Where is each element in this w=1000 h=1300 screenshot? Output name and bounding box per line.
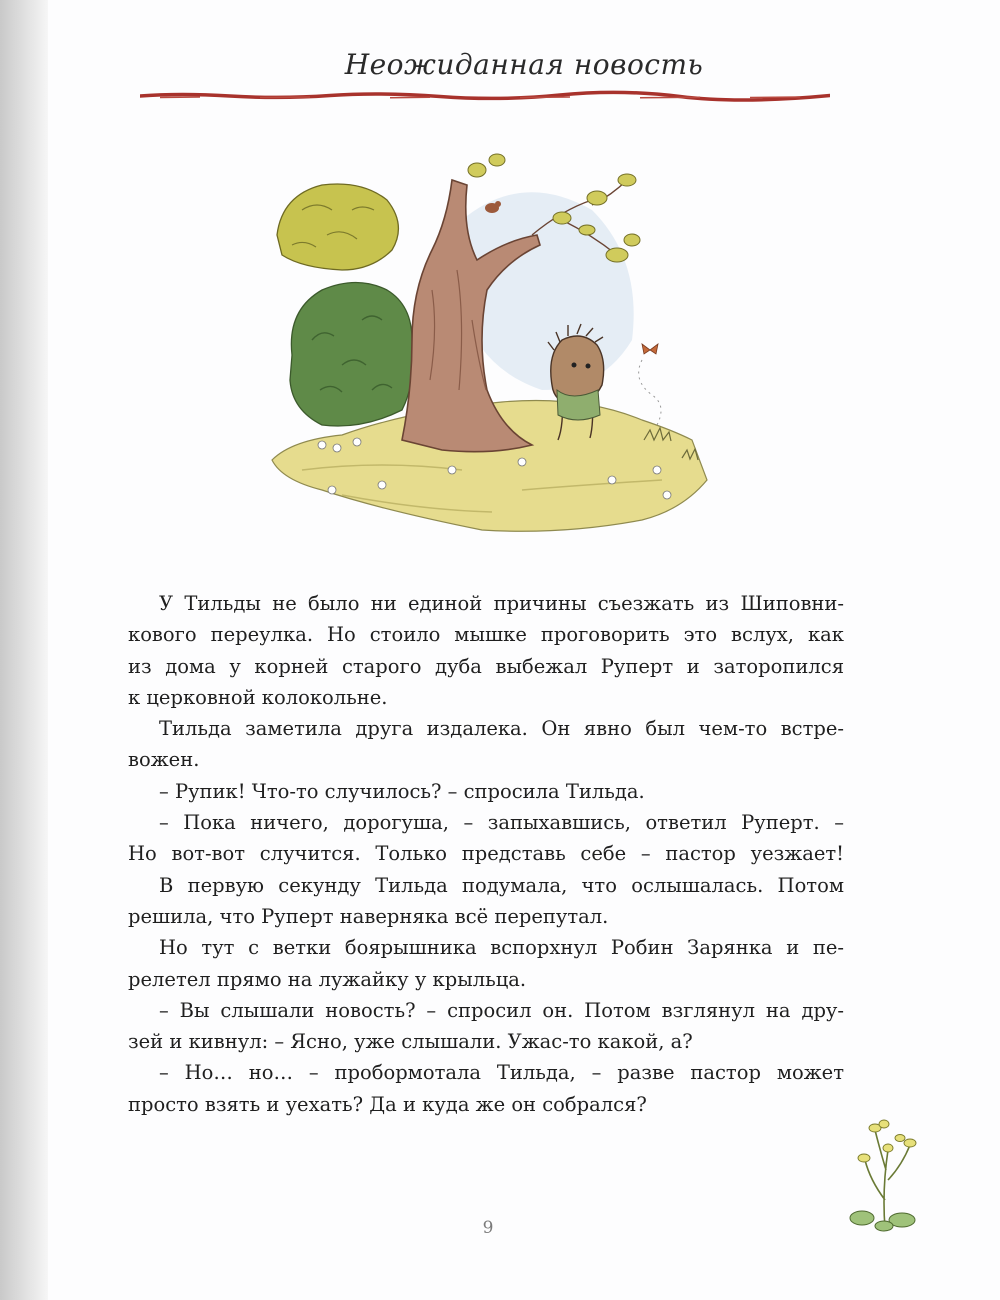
text-line: вожен.	[128, 748, 200, 772]
book-gutter-shadow	[0, 0, 48, 1300]
tree-with-hedgehog-illustration	[262, 140, 732, 550]
text-line: кового переулка. Но стоило мышке проговорить это вслух, как	[128, 623, 844, 647]
text-line: к церковной колокольне.	[128, 685, 388, 709]
text-line: У Тильды не было ни единой причины съезжать из Шиповни-	[159, 592, 844, 615]
text-line: релетел прямо на лужайку у крыльца.	[128, 967, 527, 991]
chapter-title: Неожиданная новость	[344, 48, 704, 81]
body-text	[128, 588, 844, 1120]
text-line: Но вот-вот случится. Только представь себе – пастор уезжает!	[128, 842, 844, 866]
text-line: решила, что Руперт наверняка всё перепутал.	[128, 904, 609, 928]
text-line: – Вы слышали новость? – спросил он. Потом взглянул на дру-	[159, 998, 844, 1022]
text-line: из дома у корней старого дуба выбежал Руперт и заторопился	[128, 654, 844, 678]
text-line: – Рупик! Что-то случилось? – спросила Тильда.	[159, 779, 645, 803]
title-divider-rule	[140, 90, 830, 102]
text-line: Но тут с ветки боярышника вспорхнул Робин Зарянка и пе-	[159, 936, 844, 960]
text-line: зей и кивнул: – Ясно, уже слышали. Ужас-то какой, а?	[128, 1030, 693, 1054]
page-number: 9	[482, 1218, 494, 1238]
text-line: Тильда заметила друга издалека. Он явно был чем-то встре-	[159, 717, 844, 741]
text-line: просто взять и уехать? Да и куда же он собрался?	[128, 1092, 647, 1116]
text-line: – Пока ничего, дорогуша, – запыхавшись, ответил Руперт. –	[159, 811, 844, 835]
text-line: – Но… но… – пробормотала Тильда, – разве пастор может	[159, 1061, 844, 1085]
flower-sprig-icon	[840, 1110, 930, 1235]
text-line: В первую секунду Тильда подумала, что ослышалась. Потом	[159, 873, 844, 897]
